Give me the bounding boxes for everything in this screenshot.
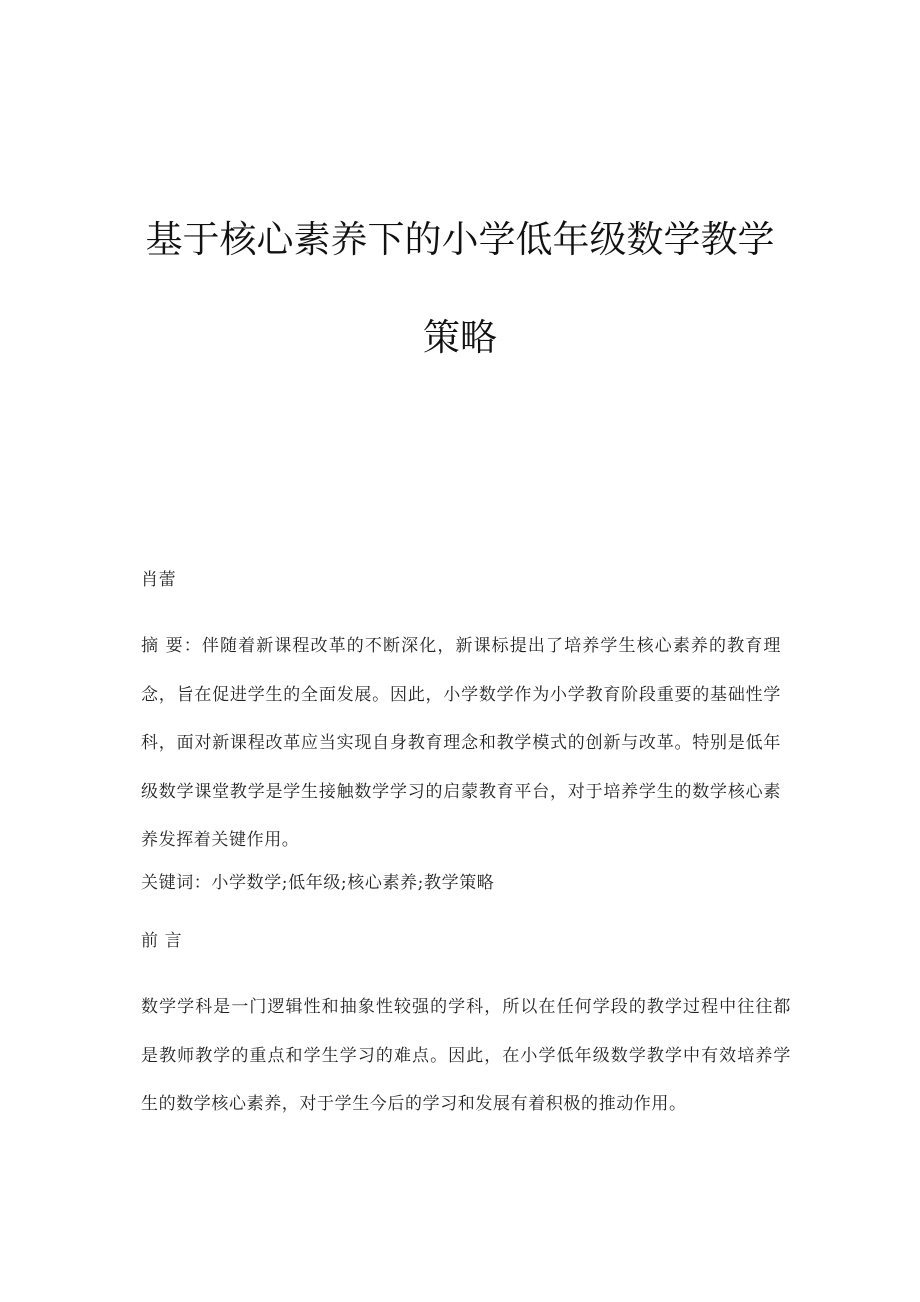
document-title-line-1: 基于核心素养下的小学低年级数学教学 — [145, 218, 775, 261]
preface-heading: 前 言 — [141, 931, 183, 951]
abstract-label: 摘 要： — [141, 636, 202, 656]
abstract-paragraph — [141, 622, 781, 865]
document-title-line-2: 策略 — [423, 316, 497, 359]
keywords-label: 关键词： — [141, 873, 212, 893]
preface-paragraph: 数学学科是一门逻辑性和抽象性较强的学科，所以在任何学段的教学过程中往往都是教师教学的重点和学生学习的难点。因此，在小学低年级数学教学中有效培养学生的数学核心素养，对于学生今后的学习和发展有着积极的推动作用。 — [141, 997, 791, 1114]
abstract-text: 伴随着新课程改革的不断深化，新课标提出了培养学生核心素养的教育理念，旨在促进学生的全面发展。因此，小学数学作为小学教育阶段重要的基础性学科，面对新课程改革应当实现自身教育理念和教学模式的创新与改革。特别是低年级数学课堂教学是学生接触数学学习的启蒙教育平台，对于培养学生的数学核心素养发挥着关键作用。 — [141, 636, 781, 850]
author-name: 肖蕾 — [141, 570, 177, 590]
keywords-text: 小学数学;低年级;核心素养;教学策略 — [211, 873, 495, 893]
keywords-line — [141, 871, 781, 895]
